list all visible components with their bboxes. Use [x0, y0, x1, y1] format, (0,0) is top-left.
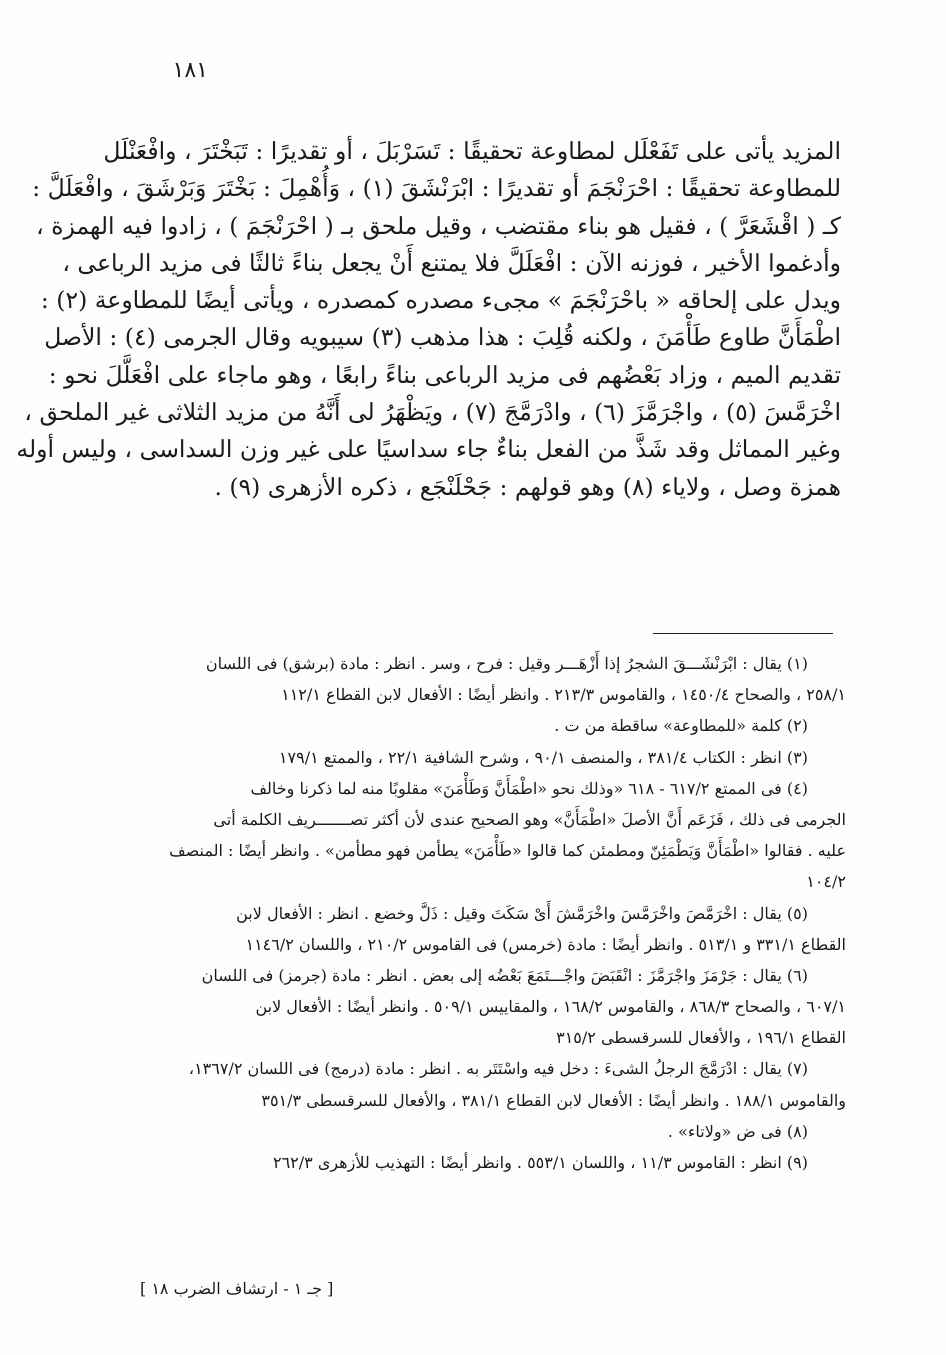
footnote	[128, 742, 846, 773]
main-text-line: اطْمَأَنَّ طاوع طَأْمَنَ ، ولكنه قُلِبَ : هذا مذهب (٣) سيبويه وقال الجرمى (٤) : الأصل	[44, 323, 841, 352]
footnote-line: (٢) كلمة «للمطاوعة» ساقطة من ت .	[554, 716, 808, 736]
footnote	[128, 648, 846, 710]
main-text-line: كـ ( اقْشَعَرَّ ) ، فقيل هو بناء مقتضب ، وقيل ملحق بـ ( احْرَنْجَمَ ) ، زادوا فيه الهمزة ،	[36, 211, 841, 240]
footnote-line: (٥) يقال : اخْرَمَّصَ واخْرَمَّسَ واخْرَمَّشَ أَىْ سَكَتَ وقيل : ذَلَّ وخضع . انظر : الأفعال لابن	[236, 903, 808, 923]
footnote	[128, 710, 846, 741]
footnote-line: ٦٠٧/١ ، والصحاح ٨٦٨/٣ ، والقاموس ١٦٨/٢ ، والمقاييس ٥٠٩/١ . وانظر أيضًا : الأفعال لابن	[255, 997, 846, 1017]
footnote	[128, 960, 846, 1054]
main-text-line: همزة وصل ، ولاياء (٨) وهو قولهم : جَحْلَنْجَع ، ذكره الأزهرى (٩) .	[214, 472, 841, 501]
footnote	[128, 1053, 846, 1115]
footnote-line: عليه . فقالوا «اطْمَأَنَّ وَيَطْمَئِنّ ومطمئن كما قالوا «طَأْمَنَ» يطأمن فهو مطأمن» . وانظر أيضًا : المنصف	[169, 841, 846, 861]
footnote-line: والقاموس ١٨٨/١ . وانظر أيضًا : الأفعال لابن القطاع ٣٨١/١ ، والأفعال للسرقسطى ٣٥١/٣	[261, 1090, 846, 1110]
footnote	[128, 773, 846, 898]
footnotes	[128, 648, 846, 1178]
footnote	[128, 1116, 846, 1147]
main-text	[16, 133, 841, 506]
footnote-separator	[653, 633, 833, 634]
footnote-line: (٩) انظر : القاموس ١١/٣ ، واللسان ٥٥٣/١ . وانظر أيضًا : التهذيب للأزهرى ٢٦٢/٣	[272, 1153, 808, 1172]
main-text-line: تقديم الميم ، وزاد بَعْضُهم فى مزيد الرباعى بناءً رابعًا ، وهو ماجاء على افْعَلَّلَ نحو :	[48, 360, 841, 389]
main-text-line: اخْرَمَّسَ (٥) ، واجْرَمَّزَ (٦) ، وادْرَمَّجَ (٧) ، ويَظْهَرُ لى أَنَّهُ من مزيد الثلاثى غير الملحق ،	[24, 398, 841, 427]
signature-mark: [ جـ ١ - ارتشاف الضرب ١٨ ]	[140, 1279, 334, 1298]
footnote-line: القطاع ١٩٦/١ ، والأفعال للسرقسطى ٣١٥/٢	[556, 1028, 846, 1048]
footnote-line: ١٠٤/٢	[806, 872, 846, 892]
main-text-line: للمطاوعة تحقيقًا : احْرَنْجَمَ أو تقديرًا : ابْرَنْشَقَ (١) ، وَأُهْمِلَ : بَخْتَرَ وَبَرْشَقَ ، وافْعَلَلَّ :	[32, 174, 841, 203]
page-number: ١٨١	[172, 58, 208, 83]
footnote-line: القطاع ٣٣١/١ و ٥١٣/١ . وانظر أيضًا : مادة (خرمس) فى القاموس ٢١٠/٢ ، واللسان ١١٤٦/٢	[245, 934, 846, 954]
footnote-line: (٤) فى الممتع ٦١٧/٢ - ٦١٨ «وذلك نحو «اطْمَأَنَّ وَطَأْمَنَ» مقلوبًا منه لما ذكرنا وخالف	[250, 778, 808, 798]
footnote-line: (٨) فى ض «ولاتاء» .	[667, 1121, 808, 1141]
footnote-line: (١) يقال : ابْرَنْشَـــقَ الشجرُ إذا أَزْهَـــر وقيل : فرح ، وسر . انظر : مادة (برشق) فى اللسان	[205, 654, 808, 673]
footnote-line: (٣) انظر : الكتاب ٣٨١/٤ ، والمنصف ٩٠/١ ، وشرح الشافية ٢٢/١ ، والممتع ١٧٩/١	[278, 747, 808, 767]
footnote-line: الجرمى فى ذلك ، فَزَعَم أَنَّ الأصلَ «اطْمَأَنَّ» وهو الصحيح عندى لأن أكثر تصـــــــريف الكلمة أتى	[213, 809, 846, 829]
main-text-line: وغير المماثل وقد شَذَّ من الفعل بناءٌ جاء سداسيًا على غير وزن السداسى ، وليس أوله	[16, 435, 841, 464]
footnote-line: ٢٥٨/١ ، والصحاح ١٤٥٠/٤ ، والقاموس ٢١٣/٣ . وانظر أيضًا : الأفعال لابن القطاع ١١٢/١	[281, 685, 846, 705]
footnote-line: (٦) يقال : جَرْمَزَ واجْرَمَّزَ : انْقَبَضَ واجْـــتَمَعَ بَعْضُه إلى بعض . انظر : مادة (جرمز) فى اللسان	[201, 965, 808, 985]
footnote	[128, 898, 846, 960]
main-text-line: ويدل على إلحاقه « باحْرَنْجَمَ » مجىء مصدره كمصدره ، ويأتى أيضًا للمطاوعة (٢) :	[40, 286, 841, 315]
main-text-line: وأدغموا الأخير ، فوزنه الآن : افْعَلَلَّ فلا يمتنع أَنْ يجعل بناءً ثالثًا فى مزيد الرباعى ،	[62, 248, 841, 277]
footnote	[128, 1147, 846, 1178]
main-text-line: المزيد يأتى على تَفَعْلَل لمطاوعة تحقيقًا : تَسَرْبَلَ ، أو تقديرًا : تَبَخْتَرَ ، وافْعَنْلَل	[103, 137, 841, 165]
footnote-line: (٧) يقال : ادْرَمَّجَ الرجلُ الشىءَ : دخل فيه واسْتَتَر به . انظر : مادة (درمج) فى اللسان ١٣٦٧/٢،	[188, 1059, 808, 1079]
